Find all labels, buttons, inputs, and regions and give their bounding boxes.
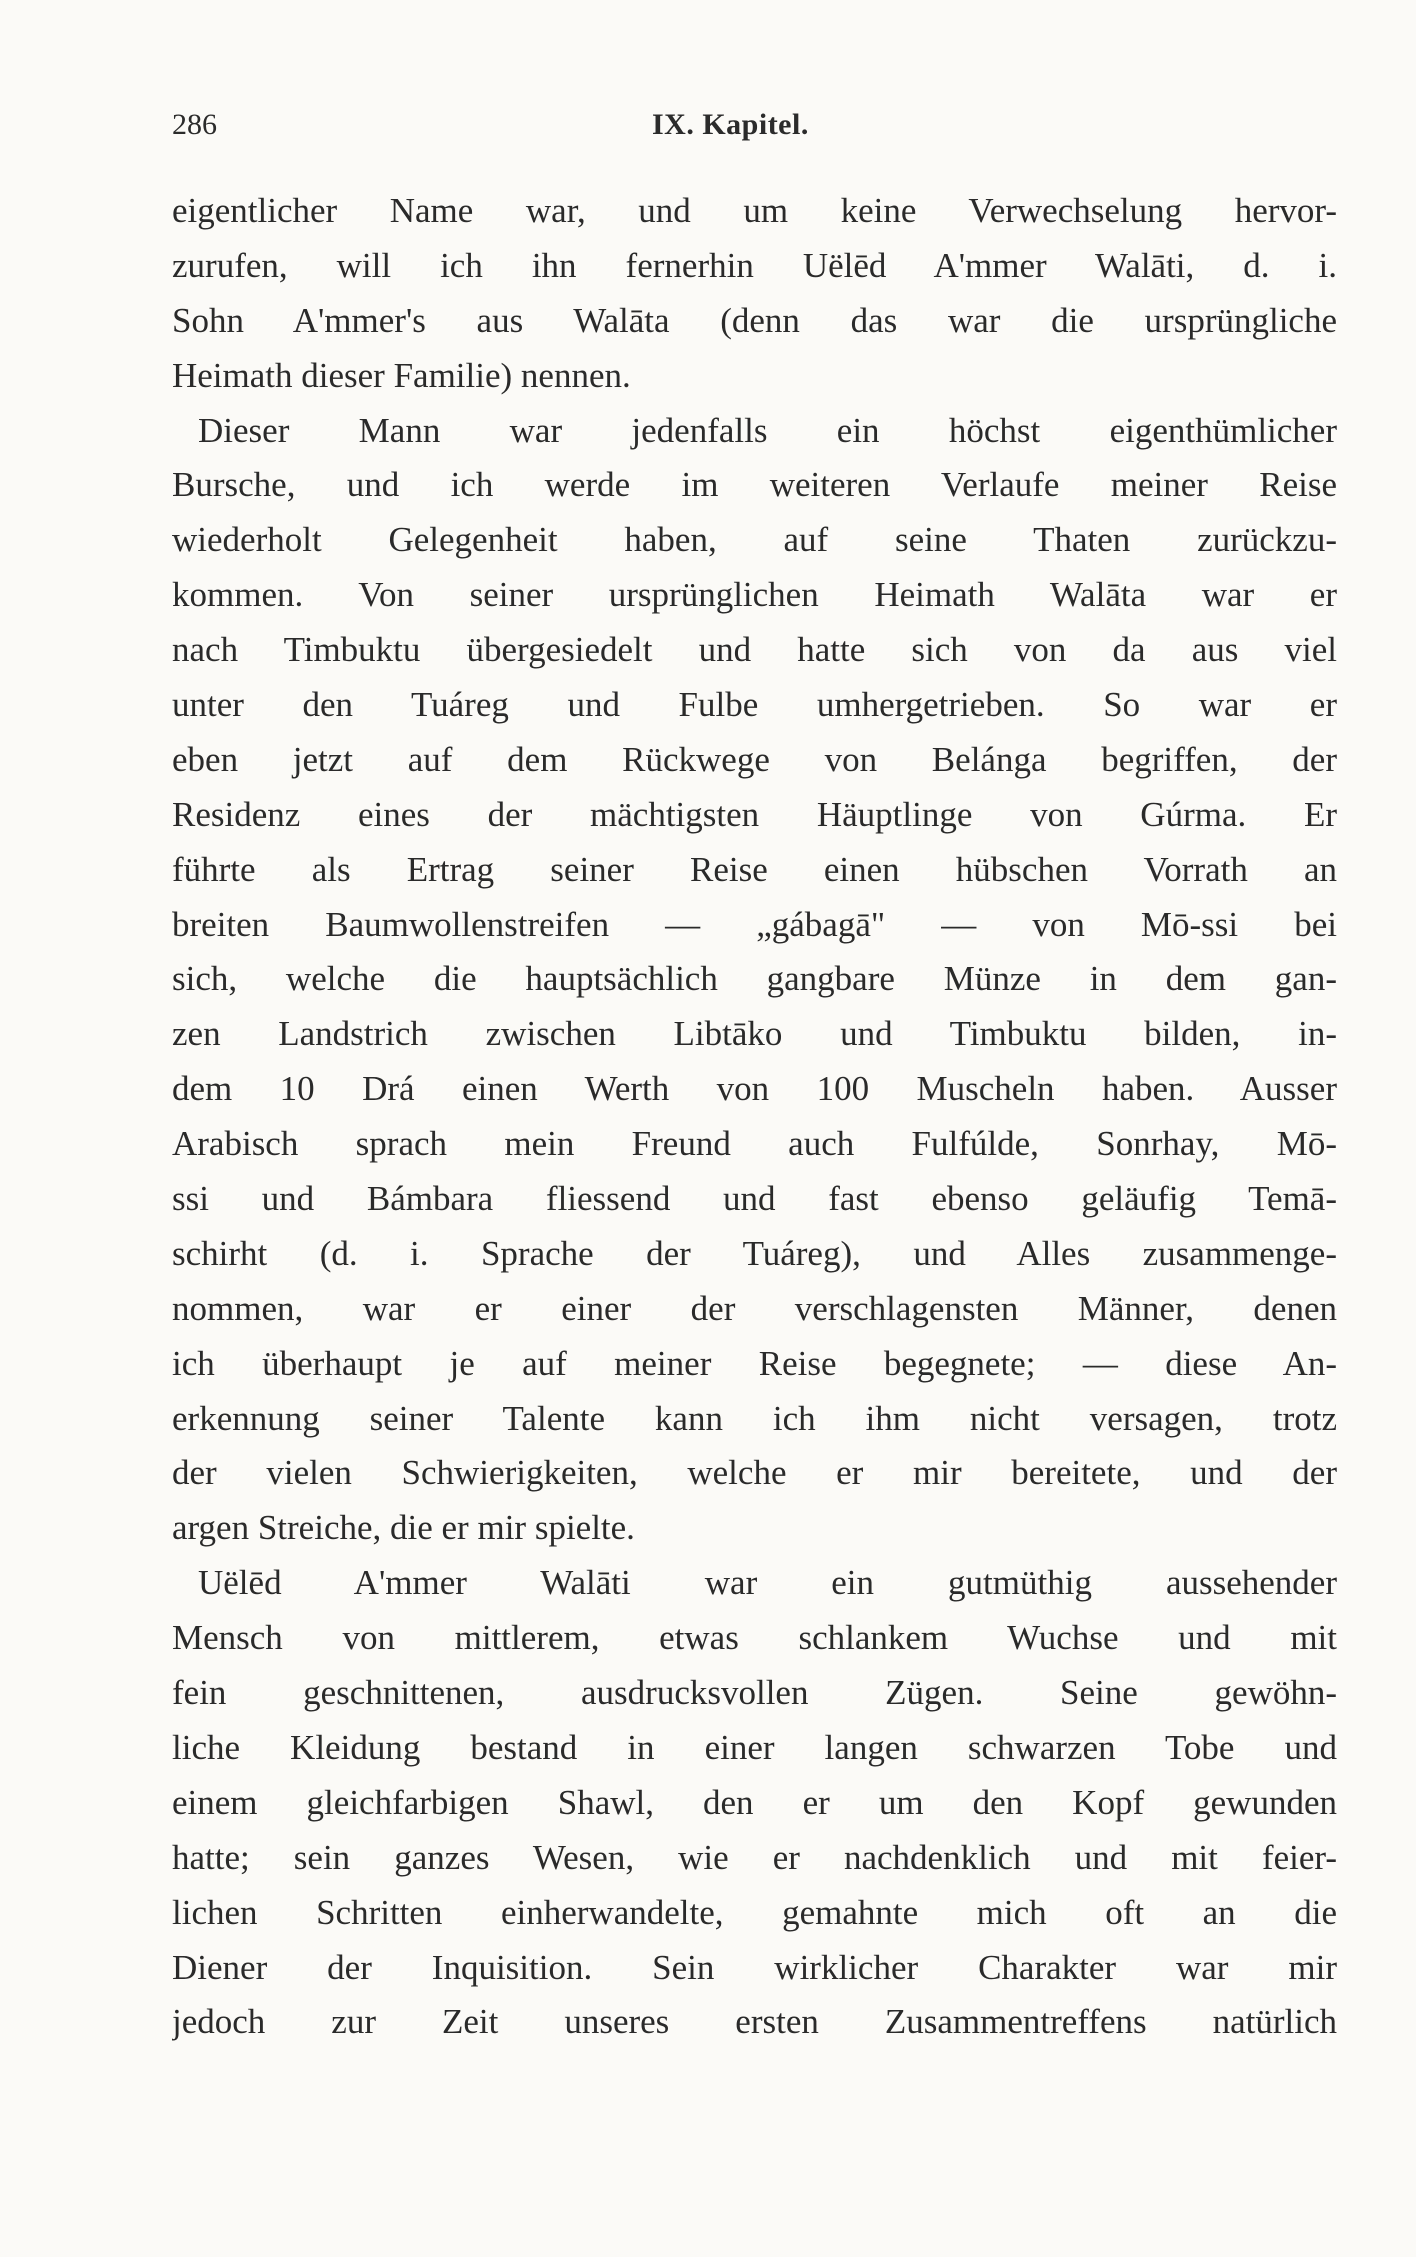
text-line: zen Landstrich zwischen Libtāko und Timbuktu bilden, in-	[172, 1014, 1337, 1054]
text-line: schirht (d. i. Sprache der Tuáreg), und Alles zusammenge-	[172, 1233, 1337, 1273]
text-line: Dieser Mann war jedenfalls ein höchst eigenthümlicher	[198, 410, 1337, 450]
text-line: dem 10 Drá einen Werth von 100 Muscheln haben. Ausser	[172, 1069, 1337, 1109]
body-text	[172, 184, 1337, 2050]
text-line: hatte; sein ganzes Wesen, wie er nachdenklich und mit feier-	[172, 1837, 1337, 1877]
text-line: nommen, war er einer der verschlagensten Männer, denen	[172, 1288, 1337, 1328]
text-line: zurufen, will ich ihn fernerhin Uëlēd A'mmer Walāti, d. i.	[172, 245, 1337, 285]
text-line: lichen Schritten einherwandelte, gemahnte mich oft an die	[172, 1892, 1337, 1932]
text-line: ich überhaupt je auf meiner Reise begegnete; — diese An-	[172, 1343, 1337, 1383]
text-line: argen Streiche, die er mir spielte.	[172, 1508, 635, 1548]
text-line: eben jetzt auf dem Rückwege von Belánga begriffen, der	[172, 739, 1337, 779]
text-line: Residenz eines der mächtigsten Häuptlinge von Gúrma. Er	[172, 794, 1337, 834]
text-line: breiten Baumwollenstreifen — „gábagā" — von Mō-ssi bei	[172, 904, 1337, 944]
text-line: unter den Tuáreg und Fulbe umhergetrieben. So war er	[172, 685, 1337, 725]
text-line: wiederholt Gelegenheit haben, auf seine Thaten zurückzu-	[172, 520, 1337, 560]
text-line: Sohn A'mmer's aus Walāta (denn das war die ursprüngliche	[172, 300, 1337, 340]
text-line: Bursche, und ich werde im weiteren Verlaufe meiner Reise	[172, 465, 1337, 505]
text-line: der vielen Schwierigkeiten, welche er mir bereitete, und der	[172, 1453, 1337, 1493]
text-line: Diener der Inquisition. Sein wirklicher Charakter war mir	[172, 1947, 1337, 1987]
text-line: ssi und Bámbara fliessend und fast ebenso geläufig Temā-	[172, 1179, 1337, 1219]
text-line: jedoch zur Zeit unseres ersten Zusammentreffens natürlich	[172, 2002, 1337, 2042]
text-line: fein geschnittenen, ausdrucksvollen Zügen. Seine gewöhn-	[172, 1673, 1337, 1713]
text-line: führte als Ertrag seiner Reise einen hübschen Vorrath an	[172, 849, 1337, 889]
text-line: Mensch von mittlerem, etwas schlankem Wuchse und mit	[172, 1618, 1337, 1658]
text-line: einem gleichfarbigen Shawl, den er um den Kopf gewunden	[172, 1782, 1337, 1822]
text-line: nach Timbuktu übergesiedelt und hatte sich von da aus viel	[172, 630, 1337, 670]
text-line: Heimath dieser Familie) nennen.	[172, 355, 631, 395]
chapter-title: IX. Kapitel.	[652, 108, 809, 141]
text-line: Uëlēd A'mmer Walāti war ein gutmüthig aussehender	[198, 1563, 1337, 1603]
running-head	[172, 108, 1337, 152]
text-line: liche Kleidung bestand in einer langen schwarzen Tobe und	[172, 1727, 1337, 1767]
page-number: 286	[172, 108, 217, 141]
text-line: sich, welche die hauptsächlich gangbare Münze in dem gan-	[172, 959, 1337, 999]
text-line: kommen. Von seiner ursprünglichen Heimath Walāta war er	[172, 575, 1337, 615]
text-line: erkennung seiner Talente kann ich ihm nicht versagen, trotz	[172, 1398, 1337, 1438]
text-line: eigentlicher Name war, und um keine Verwechselung hervor-	[172, 191, 1337, 230]
text-line: Arabisch sprach mein Freund auch Fulfúlde, Sonrhay, Mō-	[172, 1124, 1337, 1164]
